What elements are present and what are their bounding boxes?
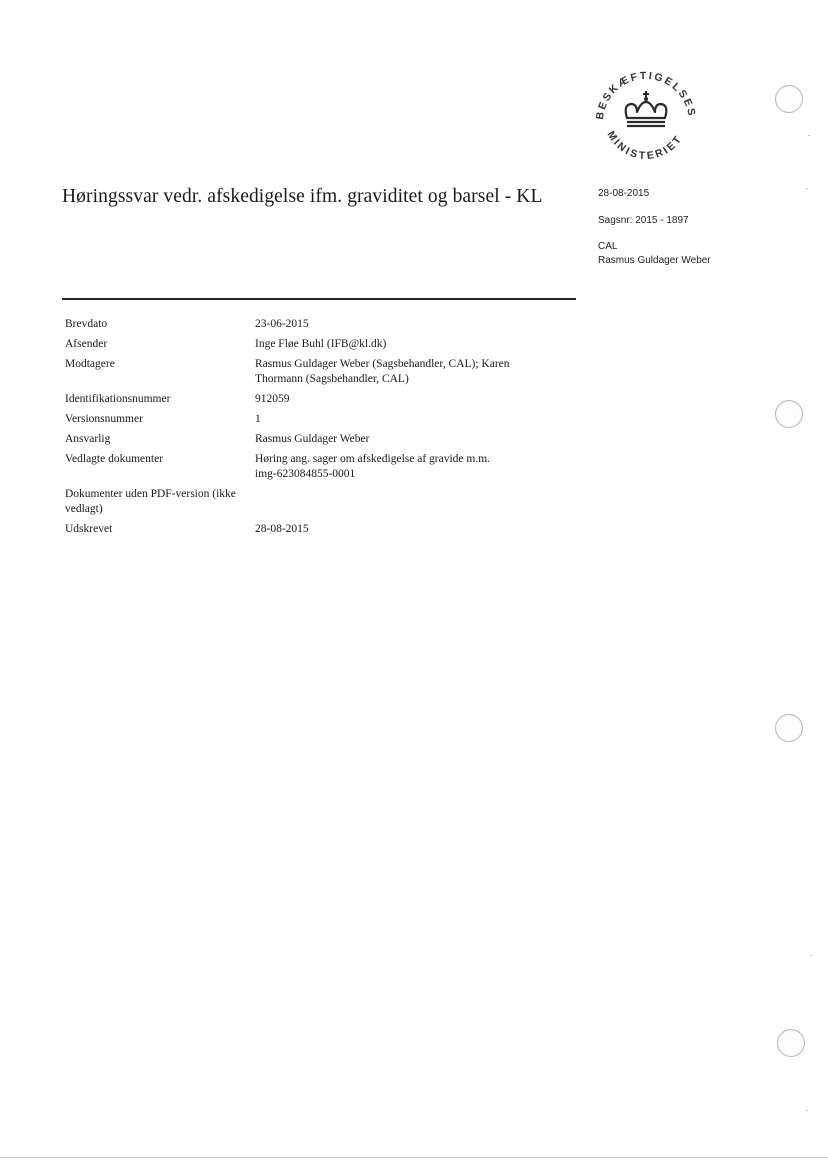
- punch-hole: [775, 400, 803, 428]
- case-number: Sagsnr: 2015 - 1897: [598, 215, 689, 226]
- field-value-line: Rasmus Guldager Weber (Sagsbehandler, CAL); Karen: [255, 358, 510, 370]
- document-metadata-table: [65, 317, 585, 542]
- field-label: Modtagere: [65, 358, 115, 370]
- field-label: [65, 487, 255, 517]
- svg-text:BESKÆFTIGELSES: BESKÆFTIGELSES: [593, 69, 698, 121]
- field-value: [255, 452, 585, 482]
- crown-seal-icon: [585, 60, 707, 172]
- field-label: Udskrevet: [65, 523, 113, 535]
- attachment-filename: img-623084855-0001: [255, 468, 356, 480]
- scan-speck: [806, 188, 808, 189]
- case-handler: Rasmus Guldager Weber: [598, 255, 711, 266]
- field-value: 1: [255, 413, 261, 425]
- scan-speck: [808, 135, 810, 136]
- field-label: Afsender: [65, 338, 108, 350]
- field-label-line: vedlagt): [65, 503, 103, 515]
- field-value: [255, 357, 585, 387]
- punch-hole: [777, 1029, 805, 1057]
- field-value: [255, 487, 585, 517]
- ministry-logo: [585, 60, 707, 172]
- field-label: Ansvarlig: [65, 433, 111, 445]
- metadata-row-udskrevet: [65, 522, 585, 537]
- metadata-row-afsender: [65, 337, 585, 352]
- divider: [62, 298, 576, 300]
- scan-speck: [810, 955, 812, 956]
- metadata-row-ansvarlig: [65, 432, 585, 447]
- field-value: 912059: [255, 393, 290, 405]
- metadata-row-modtagere: [65, 357, 585, 387]
- attachment-title: Høring ang. sager om afskedigelse af gravide m.m.: [255, 453, 491, 465]
- field-label: Vedlagte dokumenter: [65, 453, 164, 465]
- field-label: Brevdato: [65, 318, 108, 330]
- unit-code: CAL: [598, 241, 618, 252]
- document-title: Høringssvar vedr. afskedigelse ifm. graviditet og barsel - KL: [62, 186, 543, 207]
- svg-text:MINISTERIET: MINISTERIET: [604, 129, 686, 163]
- field-value: 28-08-2015: [255, 523, 309, 535]
- punch-hole: [775, 85, 803, 113]
- field-label: Identifikationsnummer: [65, 393, 171, 405]
- field-value: 23-06-2015: [255, 318, 309, 330]
- scan-edge: [0, 1157, 828, 1158]
- field-label-line: Dokumenter uden PDF-version (ikke: [65, 488, 236, 500]
- field-value-line: Thormann (Sagsbehandler, CAL): [255, 373, 409, 385]
- metadata-row-vedlagte-dokumenter: [65, 452, 585, 482]
- field-value: Rasmus Guldager Weber: [255, 433, 370, 445]
- scan-speck: [806, 1110, 808, 1111]
- metadata-row-brevdato: [65, 317, 585, 332]
- metadata-row-dokumenter-uden-pdf: [65, 487, 585, 517]
- print-date: 28-08-2015: [598, 188, 650, 199]
- metadata-row-identifikationsnummer: [65, 392, 585, 407]
- punch-hole: [775, 714, 803, 742]
- field-value: Inge Fløe Buhl (IFB@kl.dk): [255, 338, 387, 350]
- field-label: Versionsnummer: [65, 413, 143, 425]
- metadata-row-versionsnummer: [65, 412, 585, 427]
